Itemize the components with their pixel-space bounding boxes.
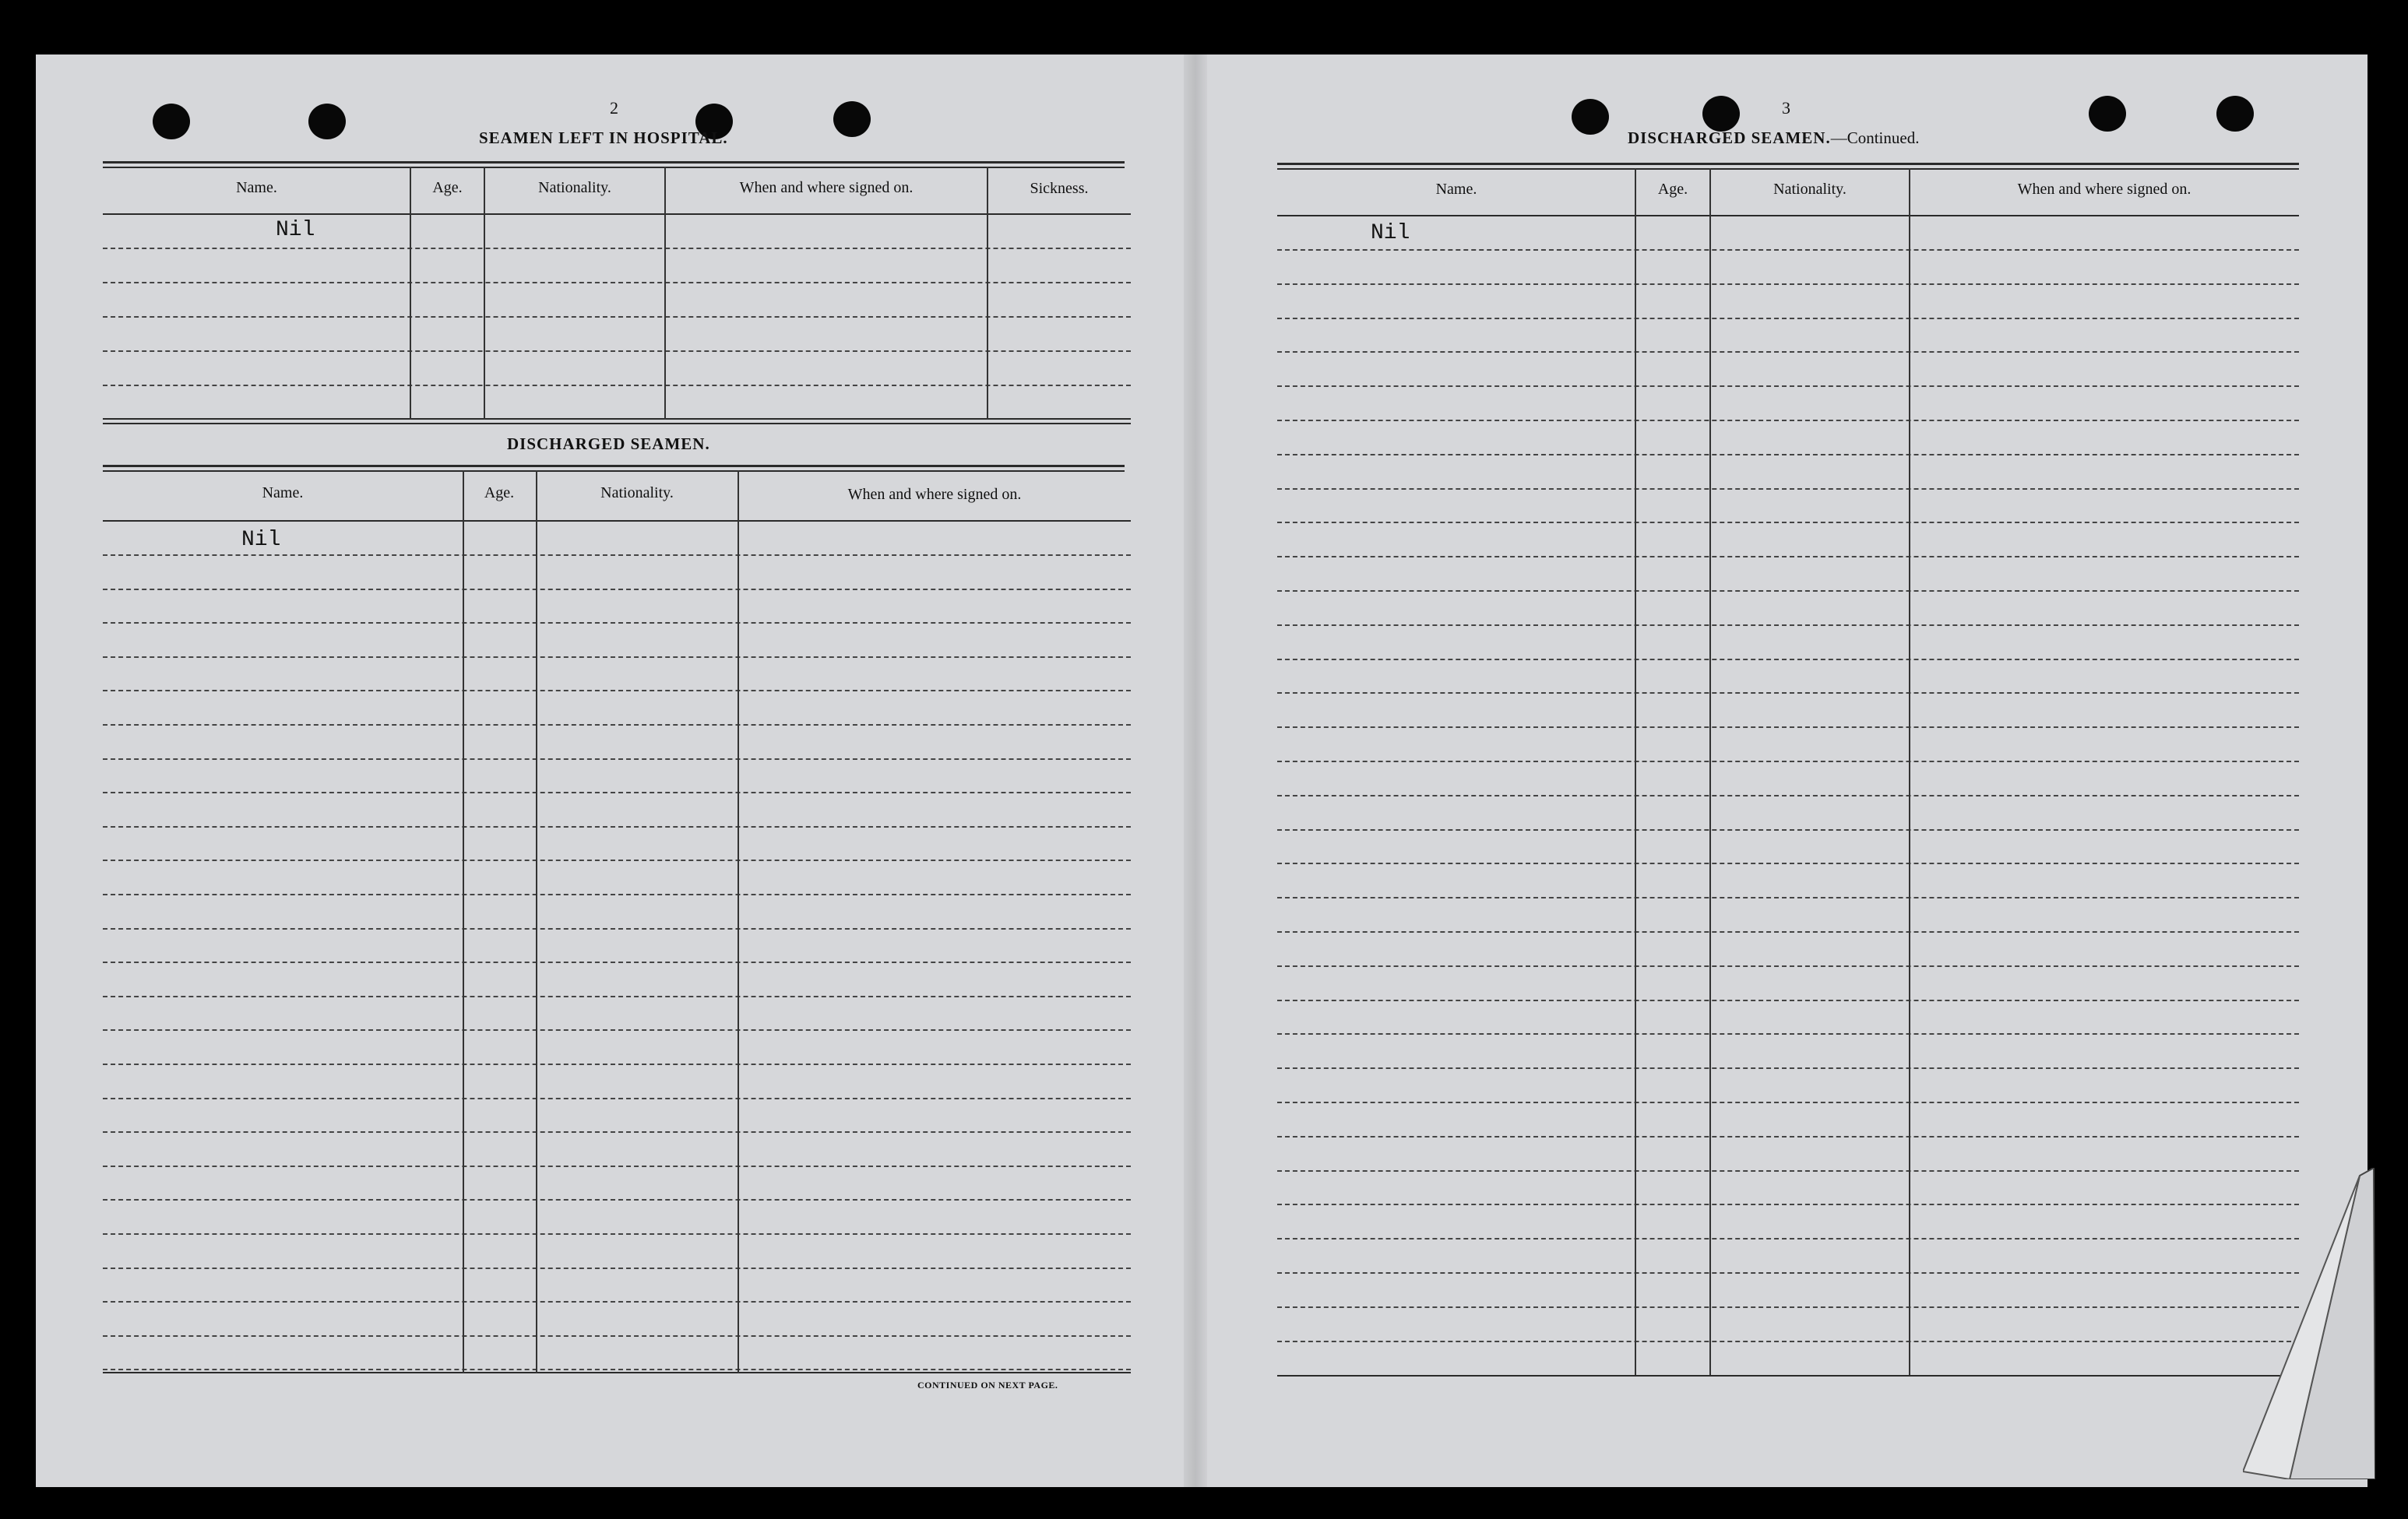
ruled-row-line	[103, 1268, 1131, 1269]
right-header-rule	[1277, 215, 2299, 216]
discharged-col-nationality: Nationality.	[600, 484, 674, 501]
ruled-row-line	[103, 622, 1131, 624]
hospital-col-age: Age.	[432, 179, 463, 196]
discharged-top-rule-2	[103, 470, 1125, 472]
punch-hole	[2089, 96, 2126, 132]
ruled-row-line	[1277, 1341, 2299, 1342]
ruled-row-line	[1277, 385, 2299, 387]
ruled-row-line	[1277, 624, 2299, 626]
right-top-rule	[1277, 163, 2299, 165]
ruled-row-line	[1277, 863, 2299, 864]
hospital-top-rule	[103, 161, 1125, 164]
discharged-col-signed-on: When and where signed on.	[847, 486, 1022, 503]
ruled-row-line	[103, 860, 1131, 861]
ruled-row-line	[103, 724, 1131, 726]
ruled-row-line	[1277, 1067, 2299, 1069]
discharged-header-rule	[103, 520, 1131, 522]
curled-page-corner	[2243, 1168, 2375, 1479]
hospital-row-line	[103, 248, 1131, 249]
discharged-col-divider	[536, 470, 537, 1373]
discharged-col-divider	[738, 470, 739, 1373]
discharged-col-divider	[463, 470, 464, 1373]
hospital-col-sickness: Sickness.	[1030, 180, 1089, 197]
ruled-row-line	[103, 1369, 1131, 1370]
discharged-top-rule	[103, 465, 1125, 467]
punch-hole	[2216, 96, 2254, 132]
ruled-row-line	[1277, 1102, 2299, 1103]
discharged-bottom-rule	[103, 1372, 1131, 1373]
right-col-age: Age.	[1657, 181, 1688, 198]
ruled-row-line	[103, 1064, 1131, 1065]
ruled-row-line	[1277, 351, 2299, 353]
ruled-row-line	[1277, 1033, 2299, 1035]
ruled-row-line	[1277, 1000, 2299, 1001]
ruled-row-line	[1277, 522, 2299, 523]
hospital-col-signed-on: When and where signed on.	[739, 179, 914, 196]
page-fold	[1184, 55, 1207, 1487]
ruled-row-line	[1277, 318, 2299, 319]
ruled-row-line	[103, 1233, 1131, 1235]
ruled-row-line	[103, 996, 1131, 997]
right-bottom-rule	[1277, 1375, 2299, 1377]
ruled-row-line	[103, 1029, 1131, 1031]
ruled-row-line	[1277, 420, 2299, 421]
ruled-row-line	[1277, 829, 2299, 831]
punch-hole	[1572, 99, 1609, 135]
ruled-row-line	[103, 690, 1131, 691]
ruled-row-line	[103, 656, 1131, 658]
hospital-col-nationality: Nationality.	[538, 179, 611, 196]
ruled-row-line	[1277, 931, 2299, 933]
title-suffix: —Continued.	[1830, 128, 1920, 147]
hospital-header-rule	[103, 213, 1131, 215]
ruled-row-line	[103, 1301, 1131, 1303]
hospital-col-divider	[410, 167, 411, 420]
discharged-col-name: Name.	[262, 484, 304, 501]
discharged-continued-title	[1628, 128, 1919, 148]
discharged-section-title: DISCHARGED SEAMEN.	[507, 434, 710, 453]
ruled-row-line	[1277, 1306, 2299, 1308]
hospital-col-divider	[987, 167, 988, 420]
title-main: DISCHARGED SEAMEN.	[1628, 128, 1831, 147]
ruled-row-line	[1277, 590, 2299, 592]
hospital-col-divider	[664, 167, 666, 420]
right-top-rule-2	[1277, 168, 2299, 170]
ruled-row-line	[1277, 556, 2299, 557]
punch-hole	[833, 101, 871, 137]
ruled-row-line	[1277, 1272, 2299, 1274]
ruled-row-line	[103, 826, 1131, 828]
ruled-row-line	[1277, 897, 2299, 898]
right-col-signed-on: When and where signed on.	[2017, 181, 2191, 198]
ruled-row-line	[1277, 659, 2299, 660]
hospital-bottom-rule-2	[103, 423, 1131, 424]
discharged-col-age: Age.	[484, 484, 515, 501]
hospital-section-title: SEAMEN LEFT IN HOSPITAL.	[479, 128, 728, 147]
right-col-nationality: Nationality.	[1773, 181, 1846, 198]
ruled-row-line	[1277, 1136, 2299, 1137]
ruled-row-line	[103, 792, 1131, 793]
hospital-top-rule-2	[103, 167, 1125, 168]
ruled-row-line	[103, 928, 1131, 930]
right-entry-name: Nil	[1371, 221, 1410, 245]
hospital-row-line	[103, 282, 1131, 283]
hospital-row-line	[103, 316, 1131, 318]
ruled-row-line	[103, 962, 1131, 963]
ruled-row-line	[1277, 249, 2299, 251]
punch-hole	[1702, 96, 1740, 132]
punch-hole	[308, 104, 346, 139]
discharged-entry-name: Nil	[241, 528, 281, 552]
ruled-row-line	[1277, 761, 2299, 762]
ruled-row-line	[103, 758, 1131, 760]
right-col-divider	[1909, 168, 1910, 1375]
ruled-row-line	[103, 894, 1131, 895]
ruled-row-line	[1277, 1204, 2299, 1205]
page-number-left: 2	[610, 98, 618, 118]
hospital-row-line	[103, 350, 1131, 352]
punch-hole	[153, 104, 190, 139]
ruled-row-line	[103, 1166, 1131, 1167]
ruled-row-line	[1277, 488, 2299, 490]
ruled-row-line	[103, 1131, 1131, 1133]
ruled-row-line	[103, 589, 1131, 590]
hospital-col-divider	[484, 167, 485, 420]
hospital-entry-name: Nil	[276, 218, 315, 242]
ruled-row-line	[103, 554, 1131, 556]
page-number-right: 3	[1782, 98, 1790, 118]
hospital-row-line	[103, 385, 1131, 386]
right-col-divider	[1635, 168, 1636, 1375]
ruled-row-line	[1277, 692, 2299, 694]
ruled-row-line	[103, 1098, 1131, 1099]
ruled-row-line	[1277, 1170, 2299, 1172]
right-col-name: Name.	[1435, 181, 1477, 198]
ruled-row-line	[1277, 454, 2299, 455]
ruled-row-line	[1277, 726, 2299, 728]
continued-note: CONTINUED ON NEXT PAGE.	[917, 1380, 1058, 1391]
ruled-row-line	[1277, 283, 2299, 285]
right-col-divider	[1709, 168, 1711, 1375]
ruled-row-line	[103, 1335, 1131, 1337]
ruled-row-line	[103, 1199, 1131, 1201]
hospital-bottom-rule	[103, 418, 1131, 420]
ruled-row-line	[1277, 965, 2299, 967]
ruled-row-line	[1277, 1238, 2299, 1239]
ruled-row-line	[1277, 795, 2299, 796]
hospital-col-name: Name.	[236, 179, 277, 196]
